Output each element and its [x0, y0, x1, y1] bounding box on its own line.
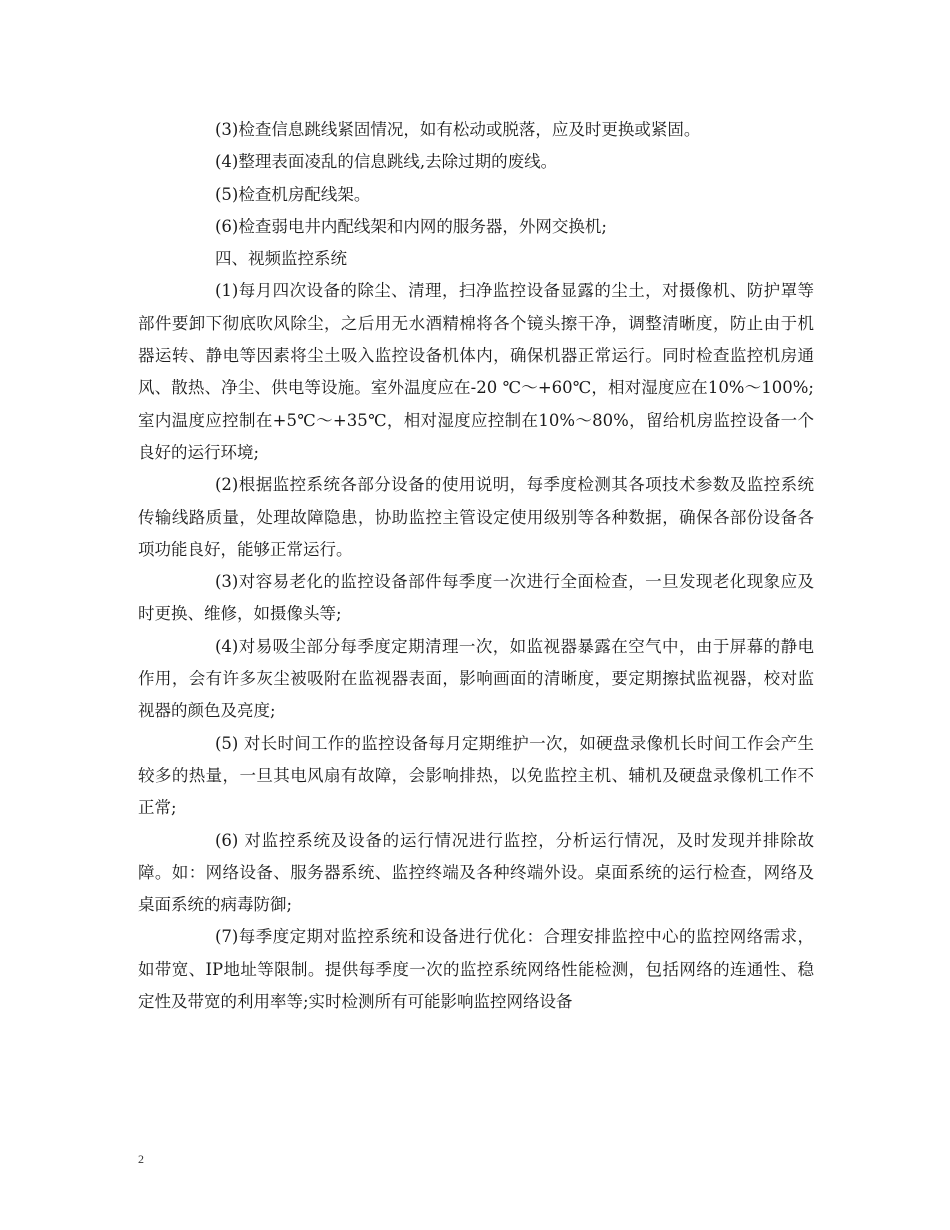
- page-number: 2: [138, 1152, 144, 1166]
- paragraph: (5) 对长时间工作的监控设备每月定期维护一次，如硬盘录像机长时间工作会产生较多的热量，一旦其电风扇有故障，会影响排热，以免监控主机、辅机及硬盘录像机工作不正常;: [138, 733, 814, 818]
- list-item: (3)检查信息跳线紧固情况，如有松动或脱落，应及时更换或紧固。: [215, 120, 701, 139]
- paragraph: (6) 对监控系统及设备的运行情况进行监控，分析运行情况，及时发现并排除故障。如：网络设备、服务器系统、监控终端及各种终端外设。桌面系统的运行检查，网络及桌面系统的病毒防御;: [138, 830, 814, 915]
- paragraph: (7)每季度定期对监控系统和设备进行优化：合理安排监控中心的监控网络需求，如带宽、IP地址等限制。提供每季度一次的监控系统网络性能检测，包括网络的连通性、稳定性及带宽的利用率等;实时检测所有可能影响监控网络设备: [138, 927, 814, 1012]
- paragraph: (3)对容易老化的监控设备部件每季度一次进行全面检查，一旦发现老化现象应及时更换、维修，如摄像头等;: [138, 572, 814, 624]
- section-heading: 四、视频监控系统: [215, 249, 347, 269]
- list-item: (6)检查弱电井内配线架和内网的服务器，外网交换机;: [215, 216, 607, 236]
- paragraph: (1)每月四次设备的除尘、清理，扫净监控设备显露的尘土，对摄像机、防护罩等部件要卸下彻底吹风除尘，之后用无水酒精棉将各个镜头擦干净，调整清晰度，防止由于机器运转、静电等因素将尘土吸入监控设备机体内，确保机器正常运行。同时检查监控机房通风、散热、净尘、供电等设施。室外温度应在-20 ℃～+60℃，相对湿度应在10%～100%;室内温度应控制在+5℃～+35℃，相对湿度应控制在10%～80%，留给机房监控设备一个良好的运行环境;: [138, 281, 814, 462]
- list-item: (4)整理表面凌乱的信息跳线,去除过期的废线。: [215, 152, 558, 172]
- paragraph: (2)根据监控系统各部分设备的使用说明，每季度检测其各项技术参数及监控系统传输线路质量，处理故障隐患，协助监控主管设定使用级别等各种数据，确保各部份设备各项功能良好，能够正常运行。: [138, 475, 814, 559]
- paragraph: (4)对易吸尘部分每季度定期清理一次，如监视器暴露在空气中，由于屏幕的静电作用，会有许多灰尘被吸附在监视器表面，影响画面的清晰度，要定期擦拭监视器，校对监视器的颜色及亮度;: [138, 636, 814, 721]
- list-item: (5)检查机房配线架。: [215, 184, 371, 204]
- document-body: [138, 114, 814, 1018]
